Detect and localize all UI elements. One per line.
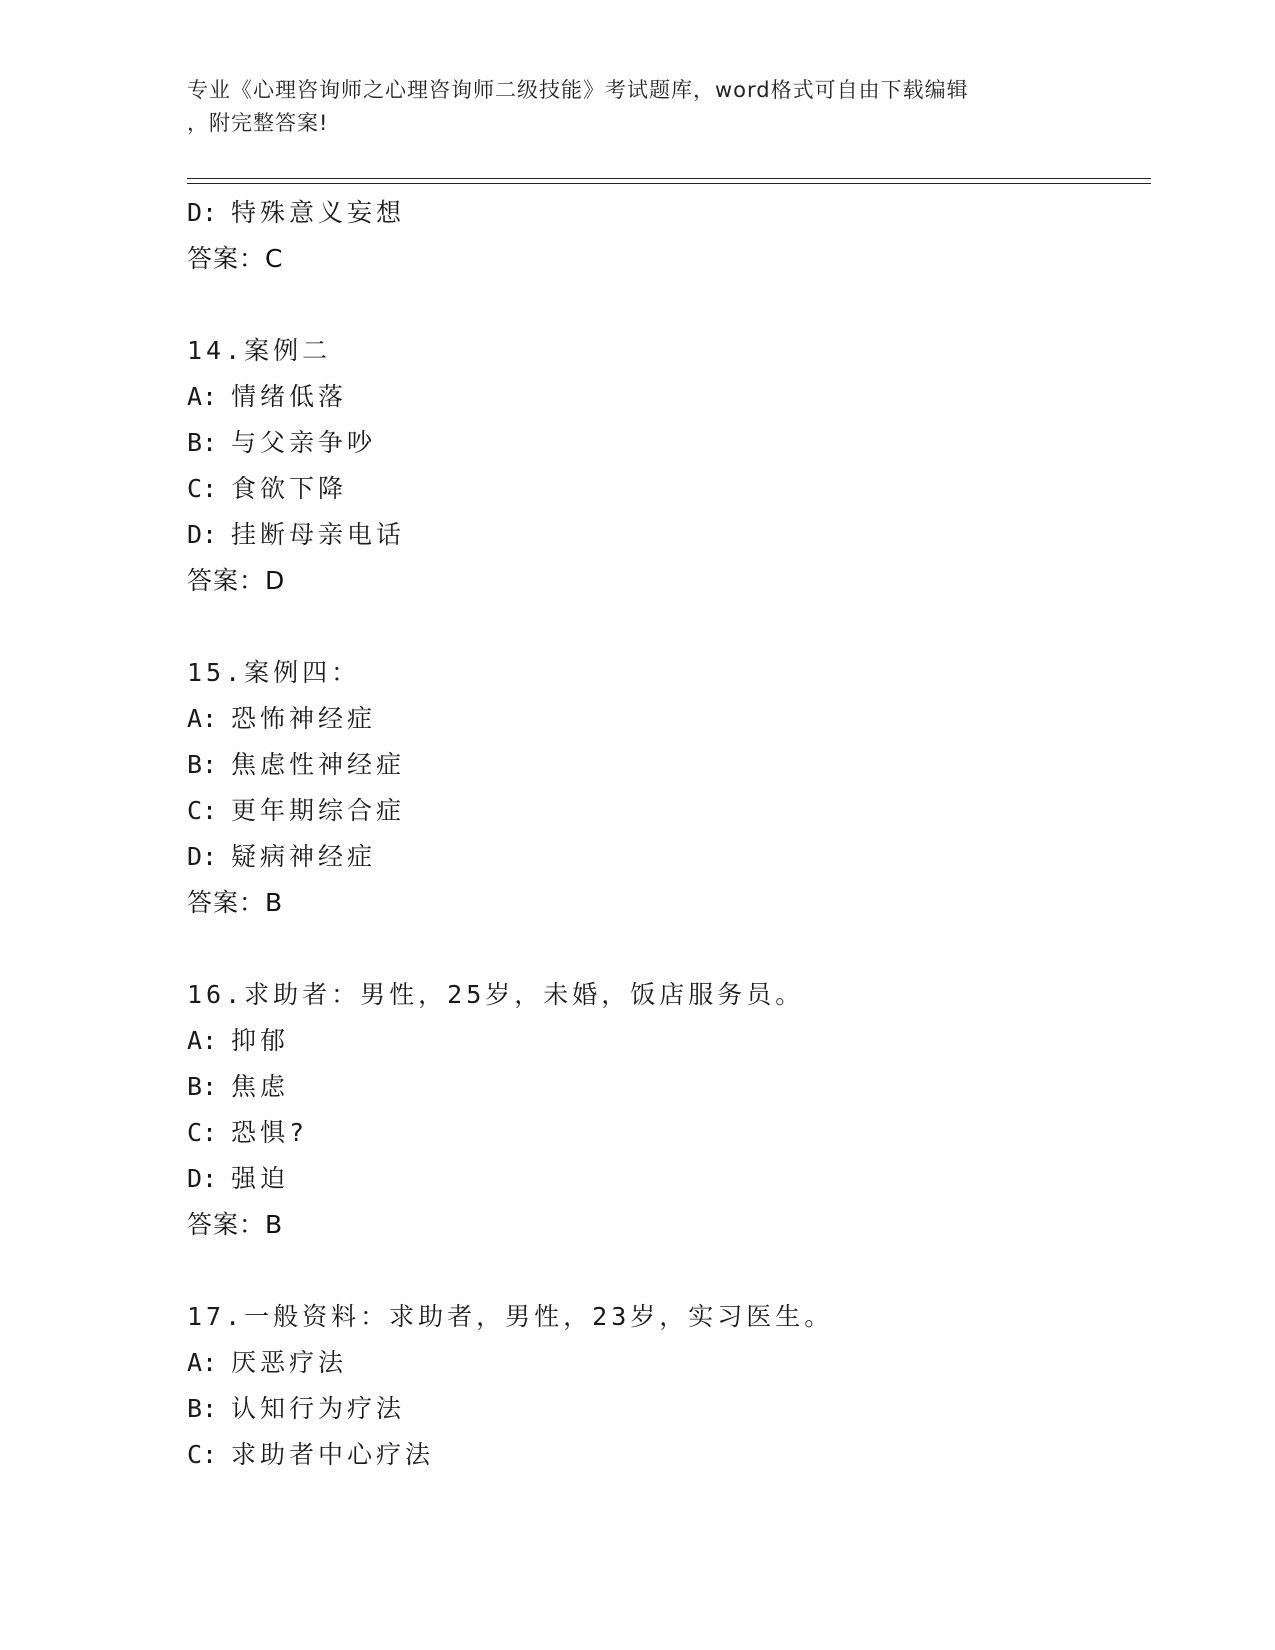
option-text: 焦虑 xyxy=(231,1072,290,1101)
option-line xyxy=(187,420,1147,466)
spacer xyxy=(187,926,1147,972)
answer-line: 答案：D xyxy=(187,566,286,595)
answer-line: 答案：B xyxy=(187,1210,284,1239)
option-text: 求助者中心疗法 xyxy=(231,1440,435,1469)
option-letter: A: xyxy=(187,382,218,411)
option-letter: C: xyxy=(187,796,218,825)
option-line xyxy=(187,1386,1147,1432)
option-text: 情绪低落 xyxy=(231,382,348,411)
question-title: 14.案例二 xyxy=(187,336,332,365)
option-letter: A: xyxy=(187,1348,218,1377)
option-line xyxy=(187,466,1147,512)
option-letter: D: xyxy=(187,1164,218,1193)
option-text: 认知行为疗法 xyxy=(231,1394,406,1423)
answer-line: 答案：B xyxy=(187,888,284,917)
header-line-1: 专业《心理咨询师之心理咨询师二级技能》考试题库，word格式可自由下载编辑 xyxy=(187,78,969,102)
option-letter: D: xyxy=(187,842,218,871)
option-line xyxy=(187,1156,1147,1202)
option-text: 抑郁 xyxy=(231,1026,290,1055)
option-line xyxy=(187,834,1147,880)
option-letter: C: xyxy=(187,1440,218,1469)
option-text: 恐怖神经症 xyxy=(231,704,377,733)
option-letter: C: xyxy=(187,474,218,503)
option-letter: B: xyxy=(187,750,218,779)
option-text: 恐惧? xyxy=(231,1118,309,1147)
option-letter: B: xyxy=(187,1394,218,1423)
option-letter: D: xyxy=(187,520,218,549)
option-text: 与父亲争吵 xyxy=(231,428,377,457)
option-text: 特殊意义妄想 xyxy=(231,198,406,227)
option-text: 焦虑性神经症 xyxy=(231,750,406,779)
option-line xyxy=(187,788,1147,834)
option-line xyxy=(187,190,1147,236)
header-rule-top xyxy=(187,178,1151,179)
option-line xyxy=(187,1432,1147,1478)
option-line xyxy=(187,1064,1147,1110)
spacer xyxy=(187,604,1147,650)
option-text: 强迫 xyxy=(231,1164,290,1193)
option-line xyxy=(187,1018,1147,1064)
option-line xyxy=(187,512,1147,558)
option-line xyxy=(187,696,1147,742)
spacer xyxy=(187,1248,1147,1294)
spacer xyxy=(187,282,1147,328)
option-line xyxy=(187,1110,1147,1156)
option-letter: A: xyxy=(187,1026,218,1055)
option-text: 挂断母亲电话 xyxy=(231,520,406,549)
question-title: 15.案例四： xyxy=(187,658,361,687)
question-list xyxy=(187,190,1147,1478)
option-letter: D: xyxy=(187,198,218,227)
question-title: 16.求助者：男性，25岁，未婚，饭店服务员。 xyxy=(187,980,805,1009)
option-letter: B: xyxy=(187,1072,218,1101)
option-letter: B: xyxy=(187,428,218,457)
option-text: 厌恶疗法 xyxy=(231,1348,348,1377)
option-line xyxy=(187,374,1147,420)
question-title: 17.一般资料：求助者，男性，23岁，实习医生。 xyxy=(187,1302,834,1331)
option-text: 食欲下降 xyxy=(231,474,348,503)
option-letter: A: xyxy=(187,704,218,733)
option-text: 更年期综合症 xyxy=(231,796,406,825)
option-line xyxy=(187,1340,1147,1386)
answer-line: 答案：C xyxy=(187,244,284,273)
document-header xyxy=(187,74,1067,140)
option-line xyxy=(187,742,1147,788)
header-line-2: ，附完整答案! xyxy=(187,111,329,135)
header-rule-bottom xyxy=(187,183,1151,184)
option-text: 疑病神经症 xyxy=(231,842,377,871)
option-letter: C: xyxy=(187,1118,218,1147)
